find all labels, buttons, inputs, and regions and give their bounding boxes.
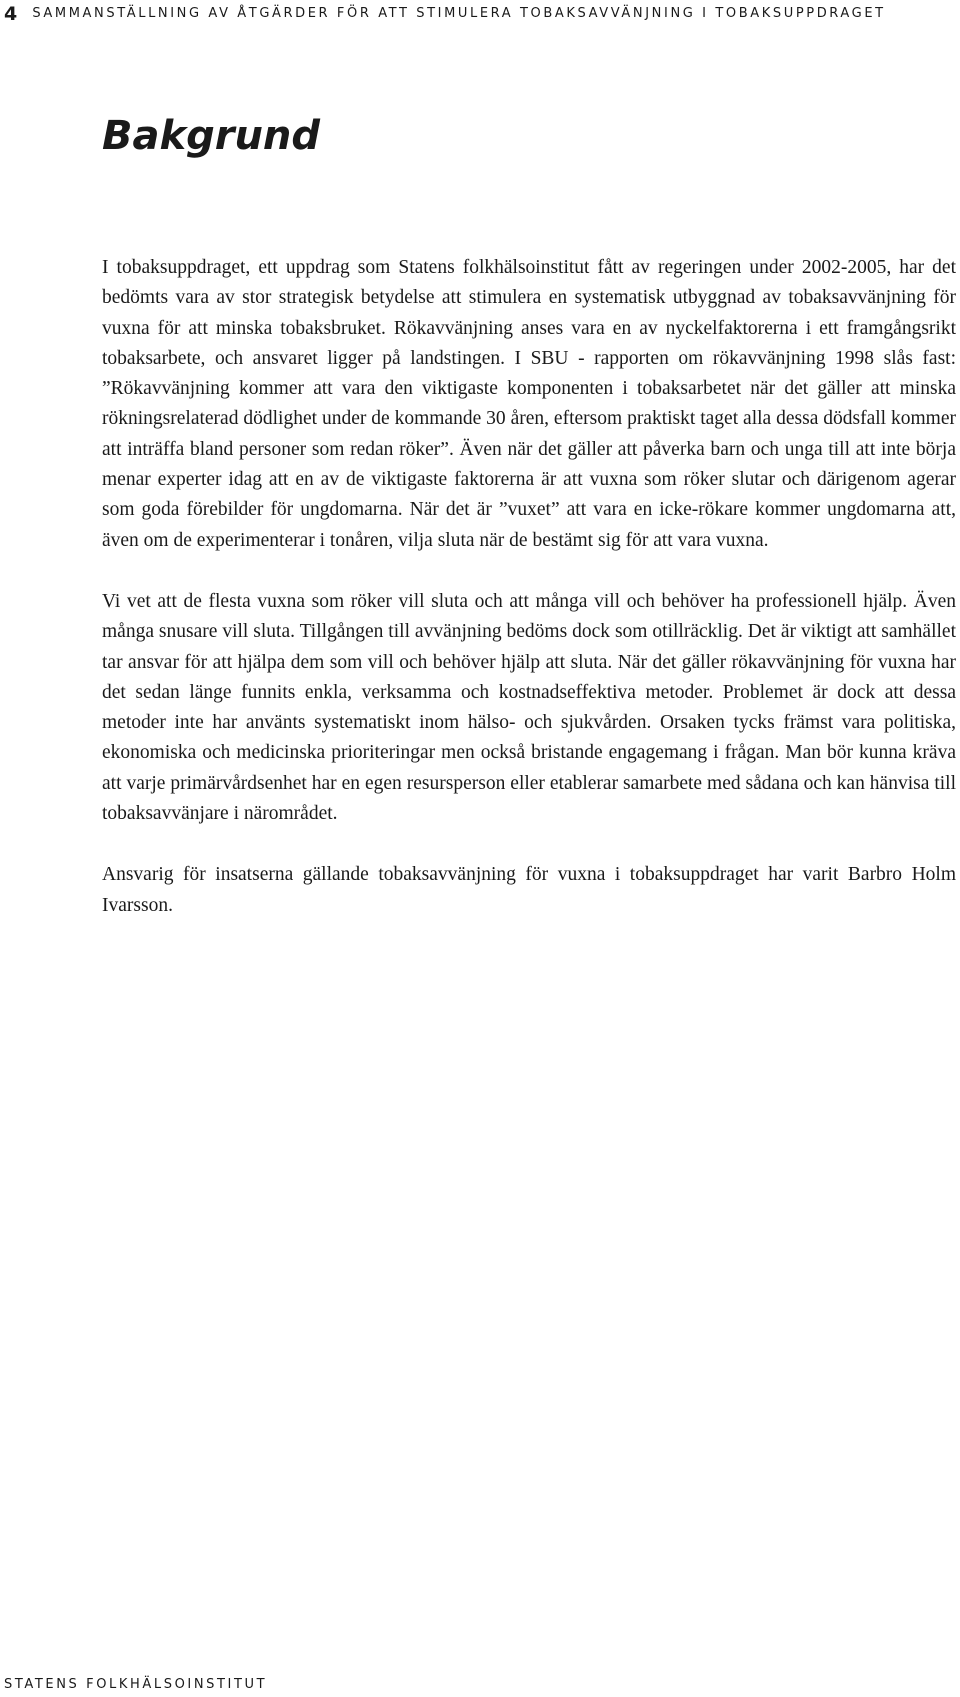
body-text [102,253,956,952]
running-header [4,2,954,26]
paragraph-need-for-cessation: Vi vet att de flesta vuxna som röker vill sluta och att många vill och behöver ha professionell hjälp. Även många snusare vill sluta. Tillgången till avvänjning bedöms dock som otillräcklig. Det är viktigt att samhället tar ansvar för att hjälpa dem som vill och behöver hjälp att sluta. När det gäller rökavvänjning för vuxna har det sedan länge funnits enkla, verksamma och kostnadseffektiva metoder. Problemet är dock att dessa metoder inte har använts systematiskt inom hälso- och sjukvården. Orsaken tycks främst vara politiska, ekonomiska och medicinska prioriteringar men också bristande engagemang i frågan. Man bör kunna kräva att varje primärvårdsenhet har en egen resursperson eller etablerar samarbete med sådana och kan hänvisa till tobaksavvänjare i närområdet. [102,590,956,825]
section-title: Bakgrund [102,113,321,159]
paragraph-responsible-person: Ansvarig för insatserna gällande tobaksavvänjning för vuxna i tobaksuppdraget har varit Barbro Holm Ivarsson. [102,864,956,916]
running-header-title: SAMMANSTÄLLNING AV ÅTGÄRDER FÖR ATT STIMULERA TOBAKSAVVÄNJNING I TOBAKSUPPDRAGET [32,6,886,21]
paragraph-background-intro: I tobaksuppdraget, ett uppdrag som Statens folkhälsoinstitut fått av regeringen under 2002-2005, har det bedömts vara av stor strategisk betydelse att stimulera en systematisk utbyggnad av tobaksavvänjning för vuxna för att minska tobaksbruket. Rökavvänjning anses vara en av nyckelfaktorerna i ett framgångsrikt tobaksarbete, och ansvaret ligger på landstingen. I SBU - rapporten om rökavvänjning 1998 slås fast: ”Rökavvänjning kommer att vara den viktigaste komponenten i tobaksarbetet när det gäller att minska rökningsrelaterad dödlighet under de kommande 30 åren, eftersom praktiskt taget alla dessa dödsfall kommer att inträffa bland personer som redan röker”. Även när det gäller att påverka barn och unga till att inte börja menar experter idag att en av de viktigaste faktorerna är att vuxna som röker slutar och därigenom agerar som goda förebilder för ungdomarna. När det är ”vuxet” att vara en icke-rökare kommer ungdomarna att, även om de experimenterar i tonåren, vilja sluta när de bestämt sig för att vara vuxna. [102,257,956,551]
footer-organization: STATENS FOLKHÄLSOINSTITUT [4,1677,268,1692]
page-number: 4 [4,3,18,25]
